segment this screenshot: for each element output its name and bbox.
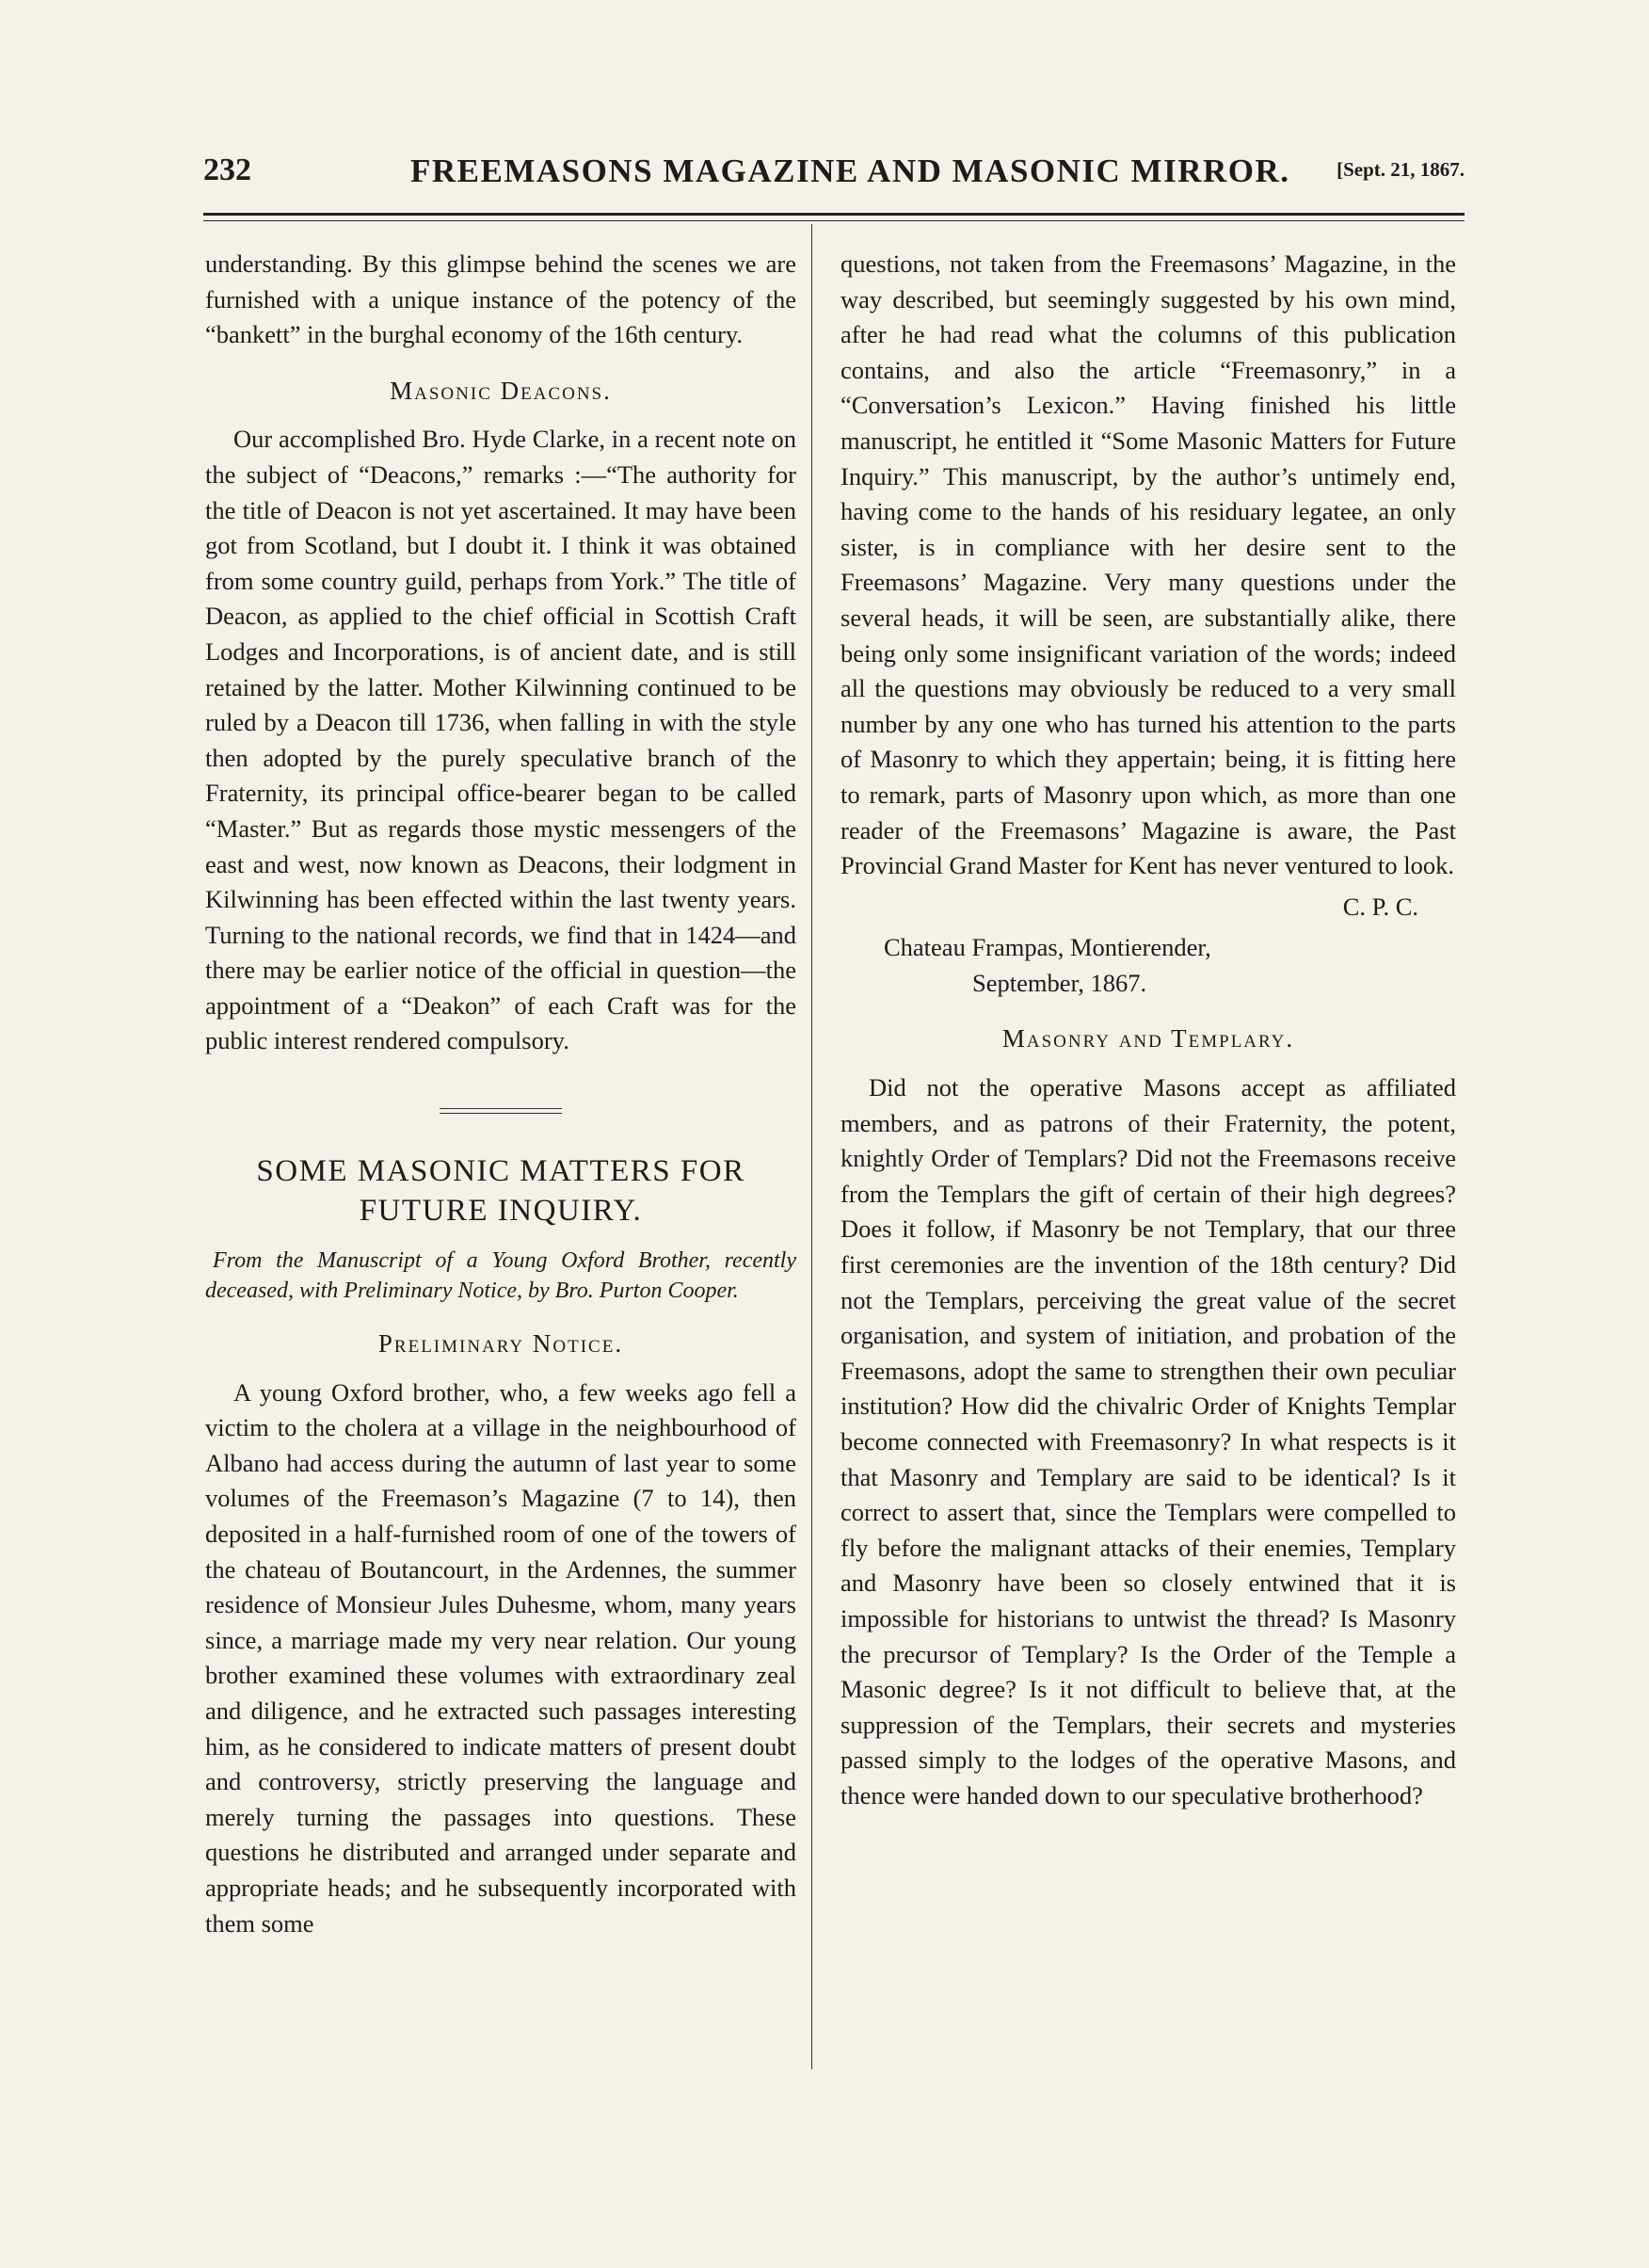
article-subtitle: From the Manuscript of a Young Oxford Brother, recently deceased, with Preliminary Notice, by Bro. Purton Cooper. <box>205 1248 796 1304</box>
header-rule-thin <box>203 220 1465 221</box>
page-number: 232 <box>203 153 251 187</box>
section-heading-preliminary-notice: Preliminary Notice. <box>377 1329 624 1359</box>
dateline-place: Chateau Frampas, Montierender, <box>884 933 1211 962</box>
header-rule <box>203 213 1465 216</box>
continued-paragraph: understanding. By this glimpse behind the scenes we are furnished with a unique instance of the potency of the “bankett” in the burghal economy of the 16th century. <box>205 249 796 349</box>
section-heading-masonic-deacons: Masonic Deacons. <box>390 376 612 405</box>
notice-paragraph: A young Oxford brother, who, a few weeks ago fell a victim to the cholera at a village in the neighbourhood of Albano had access during the autumn of last year to some volumes of the Freemason’s Magazine (7 to 14), then deposited in a half-furnished room of one of the towers of the chateau of Boutancourt, in the Ardennes, the summer residence of Monsieur Jules Duhesme, whom, many years since, a marriage made my very near relation. Our young brother examined these volumes with extraordinary zeal and diligence, and he extracted such passages interesting him, as he considered to indicate matters of present doubt and controversy, strictly preserving the language and merely turning the passages into questions. These questions he distributed and arranged under separate and appropriate heads; and he subsequently incorporated with them some <box>205 1377 796 1938</box>
templary-paragraph: Did not the operative Masons accept as affiliated members, and as patrons of their Fraternity, the potent, knightly Order of Templars? Did not the Freemasons receive from the Templars the gift of certain of their high degrees? Does it follow, if Masonry be not Templary, that our three first ceremonies are the invention of the 18th century? Did not the Templars, perceiving the great value of the secret organisation, and system of initiation, and probation of the Freemasons, adopt the same to strengthen their own peculiar institution? How did the chivalric Order of Knights Templar become connected with Freemasonry? In what respects is it that Masonry and Templary are said to be identical? Is it correct to assert that, since the Templars were compelled to fly before the malignant attacks of their enemies, Templary and Masonry have been so closely entwined that it is impossible for historians to untwist the thread? Is Masonry the precursor of Templary? Is the Order of the Temple a Masonic degree? Is it not difficult to believe that, at the suppression of the Templars, their secrets and mysteries passed simply to the lodges of the operative Masons, and thence were handed down to our speculative brotherhood? <box>841 1073 1456 1810</box>
right-column <box>841 247 1456 1814</box>
page-header <box>203 153 1465 200</box>
article-separator <box>440 1108 562 1114</box>
magazine-title: FREEMASONS MAGAZINE AND MASONIC MIRROR. <box>410 153 1290 189</box>
dateline-date: September, 1867. <box>972 968 1147 997</box>
article-title: SOME MASONIC MATTERS FOR FUTURE INQUIRY. <box>256 1154 745 1229</box>
deacons-paragraph: Our accomplished Bro. Hyde Clarke, in a recent note on the subject of “Deacons,” remarks :—“The authority for the title of Deacon is not yet ascertained. It may have been got from Scotland, but I doubt it. I think it was obtained from some country guild, perhaps from York.” The title of Deacon, as applied to the chief official in Scottish Craft Lodges and Incorporations, is of ancient date, and is still retained by the latter. Mother Kilwinning continued to be ruled by a Deacon till 1736, when falling in with the style then adopted by the purely speculative branch of the Fraternity, its principal office-bearer began to be called “Master.” But as regards those mystic messengers of the east and west, now known as Deacons, their lodgment in Kilwinning has been effected within the last twenty years. Turning to the national records, we find that in 1424—and there may be earlier notice of the official in question—the appointment of a “Deakon” of each Craft was for the public interest rendered compulsory. <box>205 425 796 1055</box>
left-column <box>205 247 796 1941</box>
column-divider <box>811 224 812 2069</box>
issue-date: [Sept. 21, 1867. <box>1337 158 1465 181</box>
signature: C. P. C. <box>1342 892 1418 921</box>
notice-continued-paragraph: questions, not taken from the Freemasons’ Magazine, in the way described, but seemingly suggested by his own mind, after he had read what the columns of this publication contains, and also the article “Freemasonry,” in a “Conversation’s Lexicon.” Having finished his little manuscript, he entitled it “Some Masonic Matters for Future Inquiry.” This manuscript, by the author’s untimely end, having come to the hands of his residuary legatee, an only sister, is in compliance with her desire sent to the Freemasons’ Magazine. Very many questions under the several heads, it will be seen, are substantially alike, there being only some insignificant variation of the words; indeed all the questions may obviously be reduced to a very small number by any one who has turned his attention to the parts of Masonry to which they appertain; being, it is fitting here to remark, parts of Masonry upon which, as more than one reader of the Freemasons’ Magazine is aware, the Past Provincial Grand Master for Kent has never ventured to look. <box>841 249 1456 880</box>
section-heading-masonry-templary: Masonry and Templary. <box>1001 1024 1295 1054</box>
